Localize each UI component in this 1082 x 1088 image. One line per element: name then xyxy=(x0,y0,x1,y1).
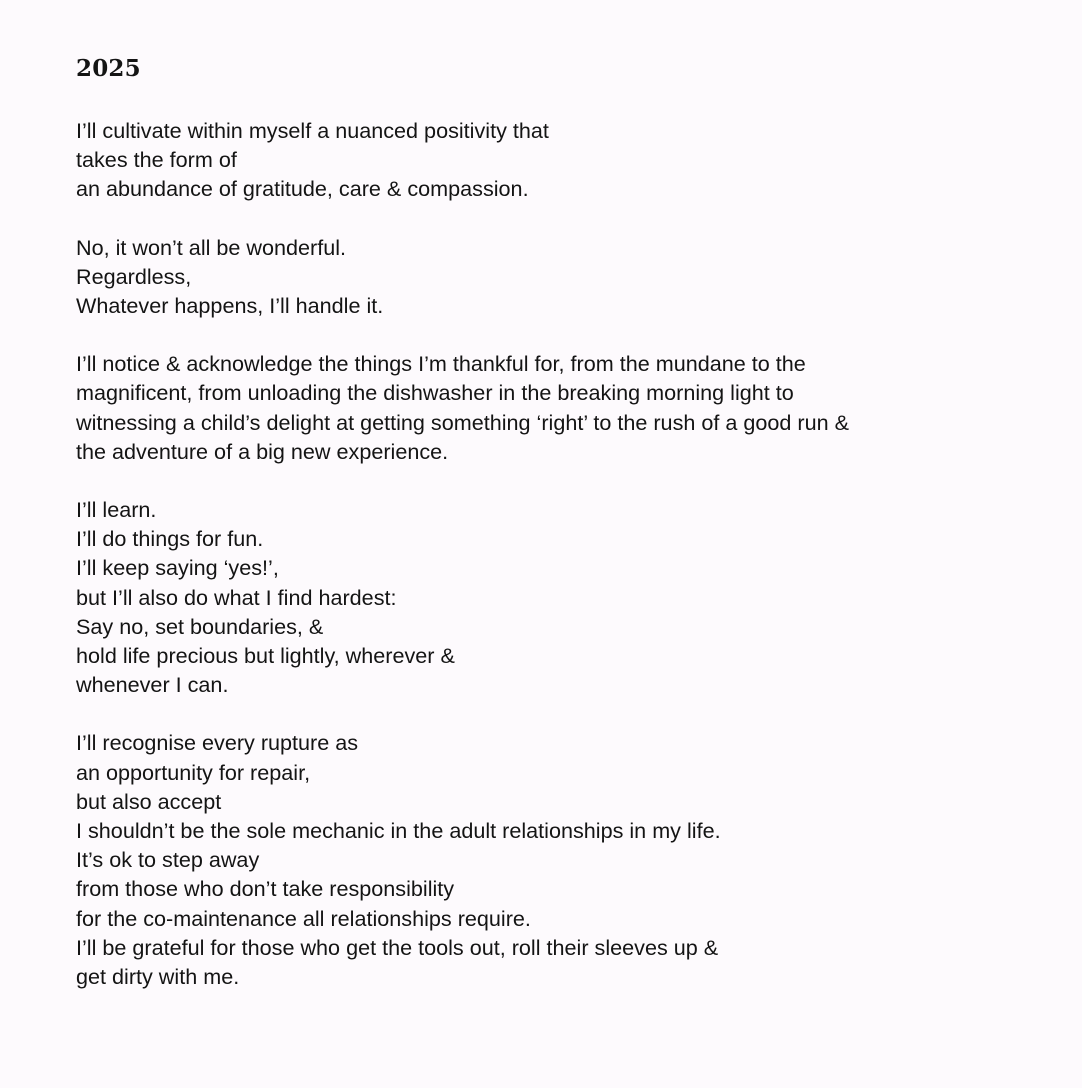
text-line: I’ll keep saying ‘yes!’, xyxy=(76,555,279,581)
stanza-2 xyxy=(76,233,1056,321)
text-line: I’ll do things for fun. xyxy=(76,526,264,552)
document-title: 2025 xyxy=(76,55,141,82)
text-line: for the co-maintenance all relationships require. xyxy=(76,905,531,931)
text-line: No, it won’t all be wonderful. xyxy=(76,234,347,260)
text-line: witnessing a child’s delight at getting something ‘right’ to the rush of a good run & xyxy=(76,409,850,435)
text-line: takes the form of xyxy=(76,147,237,173)
text-line: Say no, set boundaries, & xyxy=(76,613,324,639)
text-line: magnificent, from unloading the dishwasher in the breaking morning light to xyxy=(76,380,794,406)
text-line: I shouldn’t be the sole mechanic in the adult relationships in my life. xyxy=(76,818,721,844)
text-line: I’ll be grateful for those who get the tools out, roll their sleeves up & xyxy=(76,934,719,960)
text-line: from those who don’t take responsibility xyxy=(76,876,455,902)
text-line: I’ll learn. xyxy=(76,497,157,523)
text-line: whenever I can. xyxy=(76,672,229,698)
stanza-1 xyxy=(76,116,1056,204)
text-line: an abundance of gratitude, care & compassion. xyxy=(76,176,529,202)
stanza-5 xyxy=(76,728,1056,991)
text-line: the adventure of a big new experience. xyxy=(76,438,449,464)
text-line: It’s ok to step away xyxy=(76,847,260,873)
text-line: I’ll cultivate within myself a nuanced positivity that xyxy=(76,118,549,143)
document-page xyxy=(76,52,1056,1020)
text-line: get dirty with me. xyxy=(76,964,240,990)
stanza-3 xyxy=(76,349,1056,466)
text-line: Whatever happens, I’ll handle it. xyxy=(76,293,384,319)
text-line: an opportunity for repair, xyxy=(76,759,311,785)
text-line: but I’ll also do what I find hardest: xyxy=(76,584,397,610)
text-line: I’ll recognise every rupture as xyxy=(76,730,359,756)
stanza-4 xyxy=(76,495,1056,699)
text-line: hold life precious but lightly, wherever & xyxy=(76,643,455,669)
text-line: but also accept xyxy=(76,788,222,814)
text-line: Regardless, xyxy=(76,263,192,289)
text-line: I’ll notice & acknowledge the things I’m thankful for, from the mundane to the xyxy=(76,351,806,377)
